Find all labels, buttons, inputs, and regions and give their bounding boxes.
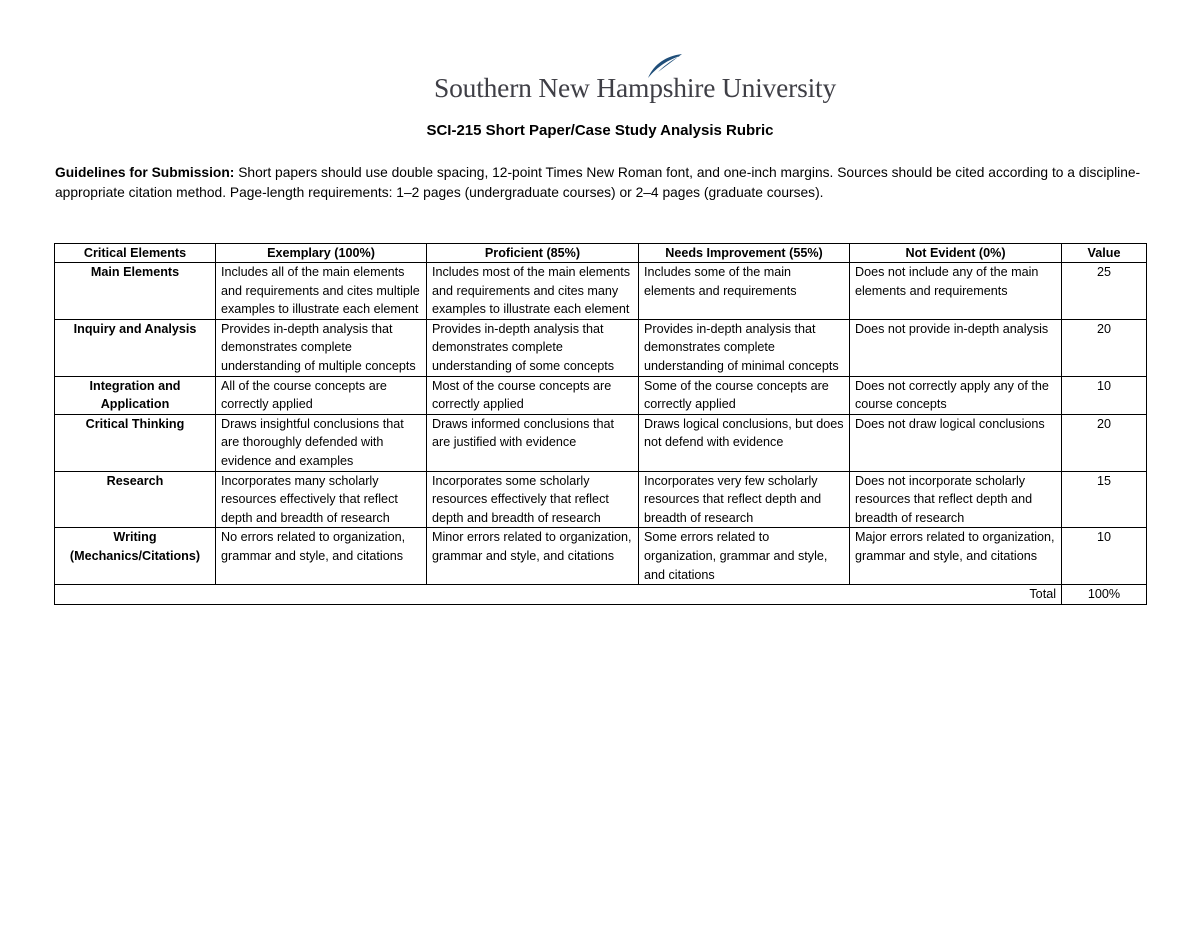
- guidelines-label: Guidelines for Submission:: [55, 165, 235, 180]
- table-row: [55, 528, 1147, 585]
- header-value: Value: [1062, 244, 1147, 263]
- not-evident-cell: Major errors related to organization, grammar and style, and citations: [850, 528, 1062, 585]
- proficient-cell: Provides in-depth analysis that demonstrates complete understanding of some concepts: [427, 319, 639, 376]
- critical-element-cell: Research: [55, 471, 216, 528]
- table-row: [55, 471, 1147, 528]
- total-row: [55, 585, 1147, 605]
- proficient-cell: Minor errors related to organization, grammar and style, and citations: [427, 528, 639, 585]
- not-evident-cell: Does not correctly apply any of the course concepts: [850, 376, 1062, 414]
- exemplary-cell: Incorporates many scholarly resources effectively that reflect depth and breadth of research: [216, 471, 427, 528]
- critical-element-cell: Writing (Mechanics/Citations): [55, 528, 216, 585]
- guidelines-text: Short papers should use double spacing, 12-point Times New Roman font, and one-inch margins. Sources should be cited according to a discipline-appropriate citation method. Page-length requirements: 1–2 pages (undergraduate courses) or 2–4 pages (graduate courses).: [55, 165, 1141, 200]
- submission-guidelines: [55, 163, 1145, 202]
- table-row: [55, 263, 1147, 320]
- critical-element-cell: Integration and Application: [55, 376, 216, 414]
- critical-element-cell: Critical Thinking: [55, 414, 216, 471]
- university-logo: [434, 52, 837, 104]
- exemplary-cell: Includes all of the main elements and requirements and cites multiple examples to illustrate each element: [216, 263, 427, 320]
- header-proficient: Proficient (85%): [427, 244, 639, 263]
- exemplary-cell: Provides in-depth analysis that demonstrates complete understanding of multiple concepts: [216, 319, 427, 376]
- proficient-cell: Incorporates some scholarly resources effectively that reflect depth and breadth of research: [427, 471, 639, 528]
- logo-wordmark: Southern New Hampshire University: [434, 72, 837, 103]
- proficient-cell: Includes most of the main elements and requirements and cites many examples to illustrate each element: [427, 263, 639, 320]
- rubric-table: [54, 243, 1147, 605]
- needs-improvement-cell: Some errors related to organization, grammar and style, and citations: [639, 528, 850, 585]
- value-cell: 10: [1062, 376, 1147, 414]
- header-exemplary: Exemplary (100%): [216, 244, 427, 263]
- value-cell: 10: [1062, 528, 1147, 585]
- needs-improvement-cell: Provides in-depth analysis that demonstrates complete understanding of minimal concepts: [639, 319, 850, 376]
- table-header-row: [55, 244, 1147, 263]
- page-title: SCI-215 Short Paper/Case Study Analysis Rubric: [426, 122, 774, 139]
- table-row: [55, 319, 1147, 376]
- table-row: [55, 376, 1147, 414]
- not-evident-cell: Does not incorporate scholarly resources that reflect depth and breadth of research: [850, 471, 1062, 528]
- not-evident-cell: Does not draw logical conclusions: [850, 414, 1062, 471]
- value-cell: 20: [1062, 414, 1147, 471]
- table-row: [55, 414, 1147, 471]
- proficient-cell: Draws informed conclusions that are justified with evidence: [427, 414, 639, 471]
- critical-element-cell: Main Elements: [55, 263, 216, 320]
- not-evident-cell: Does not provide in-depth analysis: [850, 319, 1062, 376]
- critical-element-cell: Inquiry and Analysis: [55, 319, 216, 376]
- total-value: 100%: [1062, 585, 1147, 605]
- total-label: Total: [55, 585, 1062, 605]
- exemplary-cell: No errors related to organization, grammar and style, and citations: [216, 528, 427, 585]
- exemplary-cell: Draws insightful conclusions that are thoroughly defended with evidence and examples: [216, 414, 427, 471]
- not-evident-cell: Does not include any of the main elements and requirements: [850, 263, 1062, 320]
- exemplary-cell: All of the course concepts are correctly applied: [216, 376, 427, 414]
- value-cell: 15: [1062, 471, 1147, 528]
- value-cell: 25: [1062, 263, 1147, 320]
- header-critical-elements: Critical Elements: [55, 244, 216, 263]
- proficient-cell: Most of the course concepts are correctly applied: [427, 376, 639, 414]
- header-needs-improvement: Needs Improvement (55%): [639, 244, 850, 263]
- value-cell: 20: [1062, 319, 1147, 376]
- needs-improvement-cell: Incorporates very few scholarly resources that reflect depth and breadth of research: [639, 471, 850, 528]
- needs-improvement-cell: Some of the course concepts are correctly applied: [639, 376, 850, 414]
- header-not-evident: Not Evident (0%): [850, 244, 1062, 263]
- needs-improvement-cell: Draws logical conclusions, but does not defend with evidence: [639, 414, 850, 471]
- needs-improvement-cell: Includes some of the main elements and requirements: [639, 263, 850, 320]
